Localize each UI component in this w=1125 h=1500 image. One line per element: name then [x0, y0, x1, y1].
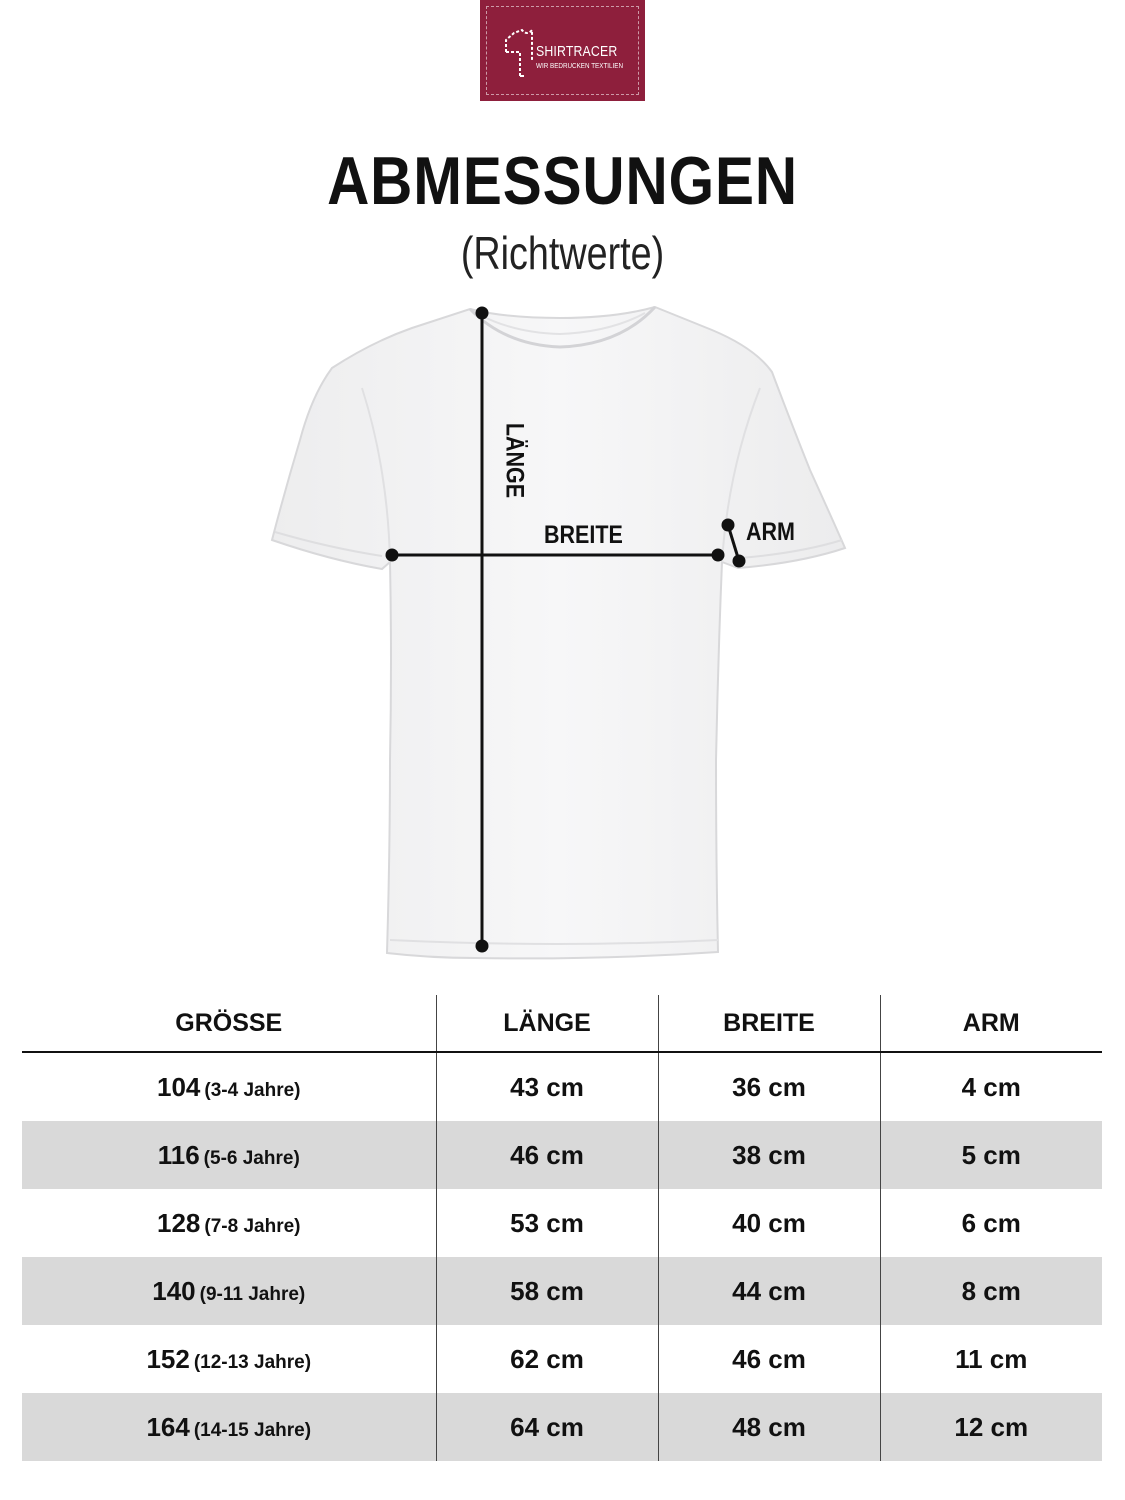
age-range: (9-11 Jahre) [199, 1283, 306, 1305]
age-range: (12-13 Jahre) [193, 1351, 312, 1373]
header-width: BREITE [658, 995, 880, 1052]
arm-cell: 5 cm [880, 1121, 1102, 1189]
width-cell: 48 cm [658, 1393, 880, 1461]
page-subtitle: (Richtwerte) [460, 227, 665, 279]
size-table [22, 995, 1102, 1461]
age-range: (14-15 Jahre) [193, 1419, 312, 1441]
width-cell: 46 cm [658, 1325, 880, 1393]
size-cell [22, 1393, 436, 1461]
logo-tagline: WIR BEDRUCKEN TEXTILIEN [536, 63, 624, 70]
size-cell [22, 1121, 436, 1189]
table-row [22, 1189, 1102, 1257]
size-value: 104 [157, 1071, 201, 1102]
table-row [22, 1257, 1102, 1325]
table-row [22, 1121, 1102, 1189]
size-value: 152 [146, 1343, 190, 1374]
arm-cell: 4 cm [880, 1052, 1102, 1121]
sleeve-label: ARM [746, 518, 795, 546]
table-row [22, 1052, 1102, 1121]
size-value: 116 [157, 1139, 200, 1170]
table-header-row [22, 995, 1102, 1052]
size-cell [22, 1189, 436, 1257]
size-value: 140 [152, 1275, 196, 1306]
age-range: (7-8 Jahre) [204, 1215, 301, 1237]
logo-brand-name: SHIRTRACER [536, 43, 618, 60]
size-value: 128 [157, 1207, 201, 1238]
width-cell: 44 cm [658, 1257, 880, 1325]
length-label: LÄNGE [500, 422, 529, 499]
table-row [22, 1393, 1102, 1461]
arm-cell: 11 cm [880, 1325, 1102, 1393]
width-label: BREITE [544, 521, 623, 549]
arm-cell: 6 cm [880, 1189, 1102, 1257]
header-size: GRÖSSE [22, 995, 436, 1052]
length-cell: 43 cm [436, 1052, 658, 1121]
length-cell: 62 cm [436, 1325, 658, 1393]
header-arm: ARM [880, 995, 1102, 1052]
width-cell: 36 cm [658, 1052, 880, 1121]
arm-cell: 12 cm [880, 1393, 1102, 1461]
width-cell: 40 cm [658, 1189, 880, 1257]
length-cell: 58 cm [436, 1257, 658, 1325]
table-row [22, 1325, 1102, 1393]
age-range: (3-4 Jahre) [204, 1079, 301, 1101]
length-cell: 46 cm [436, 1121, 658, 1189]
size-cell [22, 1325, 436, 1393]
length-cell: 53 cm [436, 1189, 658, 1257]
age-range: (5-6 Jahre) [203, 1147, 300, 1169]
header-length: LÄNGE [436, 995, 658, 1052]
width-cell: 38 cm [658, 1121, 880, 1189]
length-cell: 64 cm [436, 1393, 658, 1461]
tshirt-shape [272, 307, 845, 958]
size-cell [22, 1052, 436, 1121]
arm-cell: 8 cm [880, 1257, 1102, 1325]
size-value: 164 [146, 1411, 190, 1442]
page-title: ABMESSUNGEN [327, 143, 798, 219]
size-cell [22, 1257, 436, 1325]
